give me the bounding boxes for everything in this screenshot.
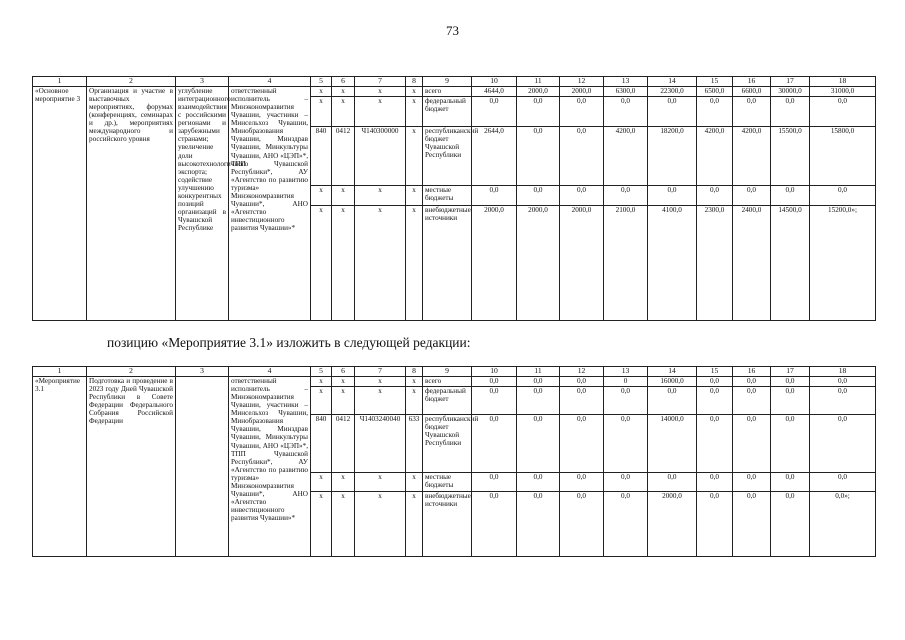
cell-value: 0,0 <box>697 415 733 473</box>
col-num: 17 <box>771 367 810 377</box>
cell-value: 2000,0 <box>517 87 560 97</box>
cell-value: 15500,0 <box>771 127 810 186</box>
cell-value: 2400,0 <box>733 206 771 321</box>
cell-value: 2300,0 <box>697 206 733 321</box>
column-number-row <box>33 367 876 377</box>
measure-name: «Мероприятие 3.1 <box>33 377 87 557</box>
cell-value: 0,0 <box>560 97 604 127</box>
cell-grbs: x <box>311 387 332 415</box>
cell-expense-group: x <box>406 206 423 321</box>
cell-section: x <box>332 377 355 387</box>
col-num: 11 <box>517 367 560 377</box>
cell-value: 0,0 <box>733 473 771 492</box>
cell-value: 0,0 <box>560 186 604 206</box>
cell-value: 0,0 <box>648 473 697 492</box>
cell-value: 2000,0 <box>517 206 560 321</box>
cell-section: x <box>332 206 355 321</box>
cell-value: 0,0 <box>697 186 733 206</box>
measure-name: «Основное мероприятие 3 <box>33 87 87 321</box>
column-number-row <box>33 77 876 87</box>
cell-value: 0,0 <box>472 377 517 387</box>
cell-value: 0,0 <box>733 97 771 127</box>
cell-value: 0,0 <box>733 377 771 387</box>
cell-value: 0,0 <box>771 377 810 387</box>
cell-value: 4200,0 <box>604 127 648 186</box>
measure-description: Организация и участие в выставочных мероприятиях, форумах (конференциях, семинарах и др.), мероприятиях международного и российского уровня <box>87 87 176 321</box>
col-num: 12 <box>560 77 604 87</box>
cell-value: 0,0 <box>733 186 771 206</box>
cell-value: 0,0 <box>810 97 876 127</box>
col-num: 10 <box>472 367 517 377</box>
cell-expense-group: x <box>406 127 423 186</box>
cell-value: 0,0 <box>604 387 648 415</box>
cell-grbs: x <box>311 492 332 557</box>
cell-value: 0,0 <box>771 473 810 492</box>
cell-value: 0,0 <box>604 97 648 127</box>
cell-value: 0,0 <box>771 186 810 206</box>
cell-target-article: x <box>355 492 406 557</box>
cell-funding-source: республиканский бюджет Чувашской Республики <box>423 127 472 186</box>
cell-funding-source: местные бюджеты <box>423 473 472 492</box>
cell-value: 14500,0 <box>771 206 810 321</box>
cell-value: 0,0 <box>733 492 771 557</box>
cell-value: 0,0 <box>771 415 810 473</box>
col-num: 14 <box>648 77 697 87</box>
cell-expense-group: 633 <box>406 415 423 473</box>
cell-value: 2644,0 <box>472 127 517 186</box>
cell-value: 0,0 <box>648 186 697 206</box>
cell-grbs: 840 <box>311 415 332 473</box>
cell-value: 15200,0»; <box>810 206 876 321</box>
cell-value: 0,0 <box>517 473 560 492</box>
cell-grbs: 840 <box>311 127 332 186</box>
col-num: 13 <box>604 77 648 87</box>
cell-target-article: x <box>355 377 406 387</box>
cell-value: 2100,0 <box>604 206 648 321</box>
cell-value: 0,0 <box>517 377 560 387</box>
col-num: 16 <box>733 367 771 377</box>
cell-value: 0,0 <box>604 492 648 557</box>
cell-funding-source: федеральный бюджет <box>423 387 472 415</box>
cell-value: 0,0 <box>560 127 604 186</box>
cell-target-article: x <box>355 97 406 127</box>
cell-value: 6500,0 <box>697 87 733 97</box>
col-num: 15 <box>697 367 733 377</box>
cell-grbs: x <box>311 377 332 387</box>
col-num: 15 <box>697 77 733 87</box>
col-num: 3 <box>176 367 229 377</box>
cell-value: 2000,0 <box>472 206 517 321</box>
col-num: 7 <box>355 367 406 377</box>
cell-expense-group: x <box>406 492 423 557</box>
cell-funding-source: всего <box>423 377 472 387</box>
col-num: 6 <box>332 77 355 87</box>
cell-funding-source: всего <box>423 87 472 97</box>
cell-value: 22300,0 <box>648 87 697 97</box>
cell-funding-source: внебюджетные источники <box>423 492 472 557</box>
cell-value: 0,0 <box>560 492 604 557</box>
cell-value: 0,0 <box>472 186 517 206</box>
cell-section: x <box>332 473 355 492</box>
col-num: 10 <box>472 77 517 87</box>
cell-value: 0,0 <box>472 387 517 415</box>
cell-value: 0,0 <box>697 492 733 557</box>
cell-value: 0,0 <box>733 387 771 415</box>
cell-value: 4100,0 <box>648 206 697 321</box>
cell-value: 2000,0 <box>648 492 697 557</box>
cell-section: 0412 <box>332 127 355 186</box>
cell-expense-group: x <box>406 87 423 97</box>
executors: ответственный исполнитель – Минэкономразвития Чувашии, участники – Минсельхоз Чувашии, Минобразования Чувашии, Минздрав Чувашии, Минкультуры Чувашии, АНО «ЦЭП»*, ТПП Чувашской Республики*, АУ «Агентство по развитию туризма» Минэкономразвития Чувашии*, АНО «Агентство инвестиционного развития Чувашии»* <box>229 87 311 321</box>
cell-value: 0,0 <box>697 387 733 415</box>
cell-target-article: x <box>355 206 406 321</box>
cell-value: 0,0 <box>517 186 560 206</box>
cell-value: 6600,0 <box>733 87 771 97</box>
cell-value: 0,0 <box>517 97 560 127</box>
cell-value: 16000,0 <box>648 377 697 387</box>
col-num: 3 <box>176 77 229 87</box>
col-num: 4 <box>229 77 311 87</box>
cell-funding-source: внебюджетные источники <box>423 206 472 321</box>
cell-value: 0 <box>604 377 648 387</box>
cell-target-article: Ч1403240040 <box>355 415 406 473</box>
cell-value: 30000,0 <box>771 87 810 97</box>
cell-value: 31000,0 <box>810 87 876 97</box>
cell-value: 0,0»; <box>810 492 876 557</box>
col-num: 8 <box>406 367 423 377</box>
col-num: 18 <box>810 77 876 87</box>
cell-value: 0,0 <box>472 492 517 557</box>
col-num: 2 <box>87 77 176 87</box>
cell-grbs: x <box>311 206 332 321</box>
cell-section: x <box>332 87 355 97</box>
cell-value: 2000,0 <box>560 206 604 321</box>
cell-value: 0,0 <box>697 97 733 127</box>
cell-value: 0,0 <box>810 415 876 473</box>
page-number: 73 <box>446 23 459 38</box>
col-num: 11 <box>517 77 560 87</box>
cell-value: 0,0 <box>517 492 560 557</box>
cell-value: 0,0 <box>472 97 517 127</box>
col-num: 12 <box>560 367 604 377</box>
cell-value: 0,0 <box>517 415 560 473</box>
cell-value: 2000,0 <box>560 87 604 97</box>
cell-expense-group: x <box>406 97 423 127</box>
col-num: 14 <box>648 367 697 377</box>
cell-value: 0,0 <box>517 387 560 415</box>
cell-value: 0,0 <box>771 387 810 415</box>
col-num: 1 <box>33 77 87 87</box>
cell-section: x <box>332 97 355 127</box>
cell-value: 0,0 <box>810 473 876 492</box>
cell-value: 4644,0 <box>472 87 517 97</box>
cell-grbs: x <box>311 97 332 127</box>
expected-result: углубление интеграционного взаимодействия с российскими регионами и зарубежными странами; увеличение доли высокотехнологичного экспорта; содействие улучшению конкурентных позиций организаций в Чувашской Республике <box>176 87 229 321</box>
cell-section: x <box>332 186 355 206</box>
cell-funding-source: федеральный бюджет <box>423 97 472 127</box>
table-row <box>33 87 876 97</box>
amendment-instruction: позицию «Мероприятие 3.1» изложить в следующей редакции: <box>107 335 471 350</box>
cell-value: 4200,0 <box>733 127 771 186</box>
cell-value: 0,0 <box>810 186 876 206</box>
funding-table-measure-3-1 <box>32 366 876 557</box>
cell-value: 18200,0 <box>648 127 697 186</box>
expected-result <box>176 377 229 557</box>
measure-description: Подготовка и проведение в 2023 году Дней Чувашской Республики в Совете Федерации Федерального Собрания Российской Федерации <box>87 377 176 557</box>
cell-expense-group: x <box>406 186 423 206</box>
cell-funding-source: республиканский бюджет Чувашской Республики <box>423 415 472 473</box>
cell-value: 0,0 <box>648 387 697 415</box>
col-num: 8 <box>406 77 423 87</box>
cell-value: 0,0 <box>733 415 771 473</box>
cell-grbs: x <box>311 87 332 97</box>
col-num: 4 <box>229 367 311 377</box>
col-num: 13 <box>604 367 648 377</box>
cell-expense-group: x <box>406 473 423 492</box>
cell-value: 0,0 <box>517 127 560 186</box>
cell-funding-source: местные бюджеты <box>423 186 472 206</box>
cell-value: 0,0 <box>604 473 648 492</box>
cell-section: 0412 <box>332 415 355 473</box>
cell-expense-group: x <box>406 387 423 415</box>
cell-value: 0,0 <box>771 492 810 557</box>
col-num: 16 <box>733 77 771 87</box>
col-num: 9 <box>423 77 472 87</box>
cell-value: 0,0 <box>771 97 810 127</box>
cell-value: 0,0 <box>560 415 604 473</box>
cell-target-article: x <box>355 186 406 206</box>
cell-section: x <box>332 492 355 557</box>
cell-value: 0,0 <box>604 415 648 473</box>
cell-value: 0,0 <box>560 387 604 415</box>
cell-target-article: x <box>355 387 406 415</box>
cell-grbs: x <box>311 186 332 206</box>
cell-value: 15800,0 <box>810 127 876 186</box>
executors: ответственный исполнитель – Минэкономразвития Чувашии, участники – Минсельхоз Чувашии, Минобразования Чувашии, Минздрав Чувашии, Минкультуры Чувашии, АНО «ЦЭП»*, ТПП Чувашской Республики*, АУ «Агентство по развитию туризма» Минэкономразвития Чувашии*, АНО «Агентство инвестиционного развития Чувашии»* <box>229 377 311 557</box>
funding-table-main-measure-3 <box>32 76 876 321</box>
col-num: 6 <box>332 367 355 377</box>
cell-value: 4200,0 <box>697 127 733 186</box>
cell-value: 0,0 <box>472 415 517 473</box>
cell-target-article: Ч140300000 <box>355 127 406 186</box>
cell-value: 0,0 <box>810 377 876 387</box>
col-num: 17 <box>771 77 810 87</box>
col-num: 1 <box>33 367 87 377</box>
cell-value: 0,0 <box>810 387 876 415</box>
cell-value: 0,0 <box>604 186 648 206</box>
col-num: 7 <box>355 77 406 87</box>
col-num: 5 <box>311 77 332 87</box>
cell-section: x <box>332 387 355 415</box>
table-row <box>33 377 876 387</box>
cell-value: 0,0 <box>560 473 604 492</box>
cell-target-article: x <box>355 87 406 97</box>
cell-value: 0,0 <box>472 473 517 492</box>
cell-value: 0,0 <box>560 377 604 387</box>
cell-value: 14000,0 <box>648 415 697 473</box>
cell-target-article: x <box>355 473 406 492</box>
cell-value: 0,0 <box>697 473 733 492</box>
col-num: 5 <box>311 367 332 377</box>
col-num: 2 <box>87 367 176 377</box>
cell-grbs: x <box>311 473 332 492</box>
cell-value: 6300,0 <box>604 87 648 97</box>
cell-value: 0,0 <box>697 377 733 387</box>
cell-expense-group: x <box>406 377 423 387</box>
cell-value: 0,0 <box>648 97 697 127</box>
col-num: 9 <box>423 367 472 377</box>
col-num: 18 <box>810 367 876 377</box>
